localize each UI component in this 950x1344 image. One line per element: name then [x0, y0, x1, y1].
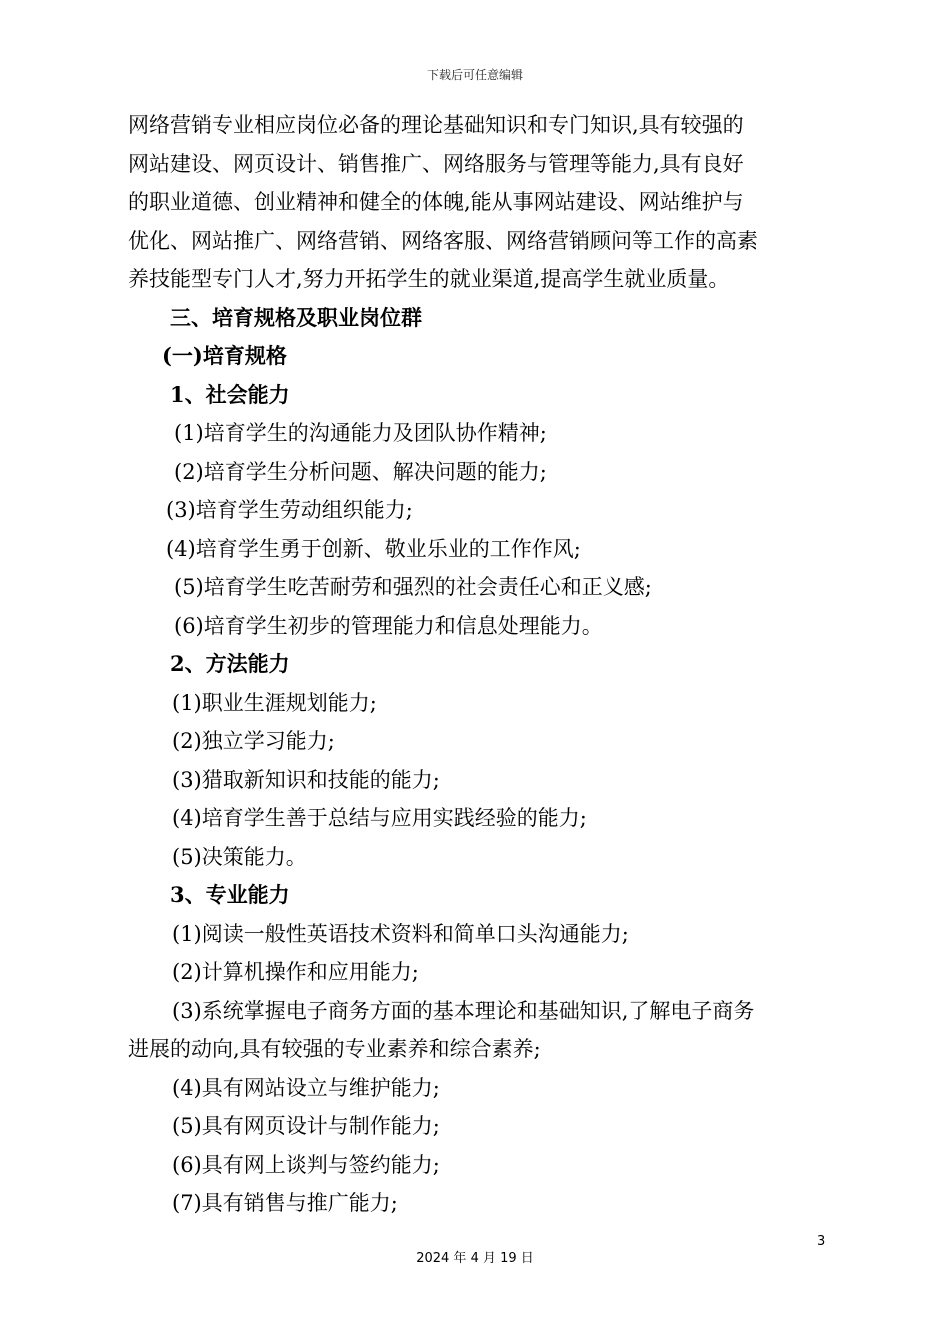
list-item: (5)培育学生吃苦耐劳和强烈的社会责任心和正义感;: [174, 575, 652, 599]
paragraph-line: 网站建设、网页设计、销售推广、网络服务与管理等能力,具有良好: [128, 151, 744, 176]
list-item: (1)职业生涯规划能力;: [172, 690, 377, 715]
page-header: 下载后可任意编辑: [426, 68, 523, 82]
list-item-continuation: 进展的动向,具有较强的专业素养和综合素养;: [128, 1037, 541, 1061]
list-item: (4)具有网站设立与维护能力;: [172, 1075, 440, 1100]
list-item: (6)培育学生初步的管理能力和信息处理能力。: [174, 613, 603, 638]
list-item: (5)具有网页设计与制作能力;: [172, 1114, 440, 1138]
professional-ability-heading: 3、专业能力: [170, 882, 290, 907]
paragraph-line: 网络营销专业相应岗位必备的理论基础知识和专门知识,具有较强的: [128, 113, 744, 137]
paragraph-line: 的职业道德、创业精神和健全的体魄,能从事网站建设、网站维护与: [128, 190, 744, 214]
paragraph-line: 优化、网站推广、网络营销、网络客服、网络营销顾问等工作的高素: [128, 228, 758, 253]
method-ability-heading: 2、方法能力: [170, 651, 290, 676]
list-item: (2)独立学习能力;: [172, 729, 335, 753]
list-item: (2)培育学生分析问题、解决问题的能力;: [174, 459, 547, 484]
page-footer-date: 2024 年 4 月 19 日: [416, 1251, 534, 1266]
list-item: (4)培育学生勇于创新、敬业乐业的工作作风;: [166, 536, 581, 561]
list-item: (6)具有网上谈判与签约能力;: [172, 1152, 440, 1177]
social-ability-heading: 1、社会能力: [170, 381, 290, 407]
list-item: (1)培育学生的沟通能力及团队协作精神;: [174, 421, 547, 445]
subsection-heading: (一)培育规格: [162, 343, 287, 368]
list-item: (2)计算机操作和应用能力;: [172, 960, 419, 984]
list-item: (1)阅读一般性英语技术资料和简单口头沟通能力;: [172, 921, 629, 946]
list-item: (4)培育学生善于总结与应用实践经验的能力;: [172, 806, 587, 830]
list-item: (5)决策能力。: [172, 844, 307, 869]
document-body: [128, 106, 828, 1223]
list-item: (3)培育学生劳动组织能力;: [166, 498, 413, 522]
list-item: (7)具有销售与推广能力;: [172, 1191, 398, 1215]
section-heading: 三、培育规格及职业岗位群: [170, 304, 422, 330]
page-number: 3: [817, 1234, 826, 1249]
list-item: (3)系统掌握电子商务方面的基本理论和基础知识,了解电子商务: [172, 998, 755, 1023]
paragraph-line: 养技能型专门人才,努力开拓学生的就业渠道,提高学生就业质量。: [128, 267, 730, 291]
list-item: (3)猎取新知识和技能的能力;: [172, 767, 440, 792]
